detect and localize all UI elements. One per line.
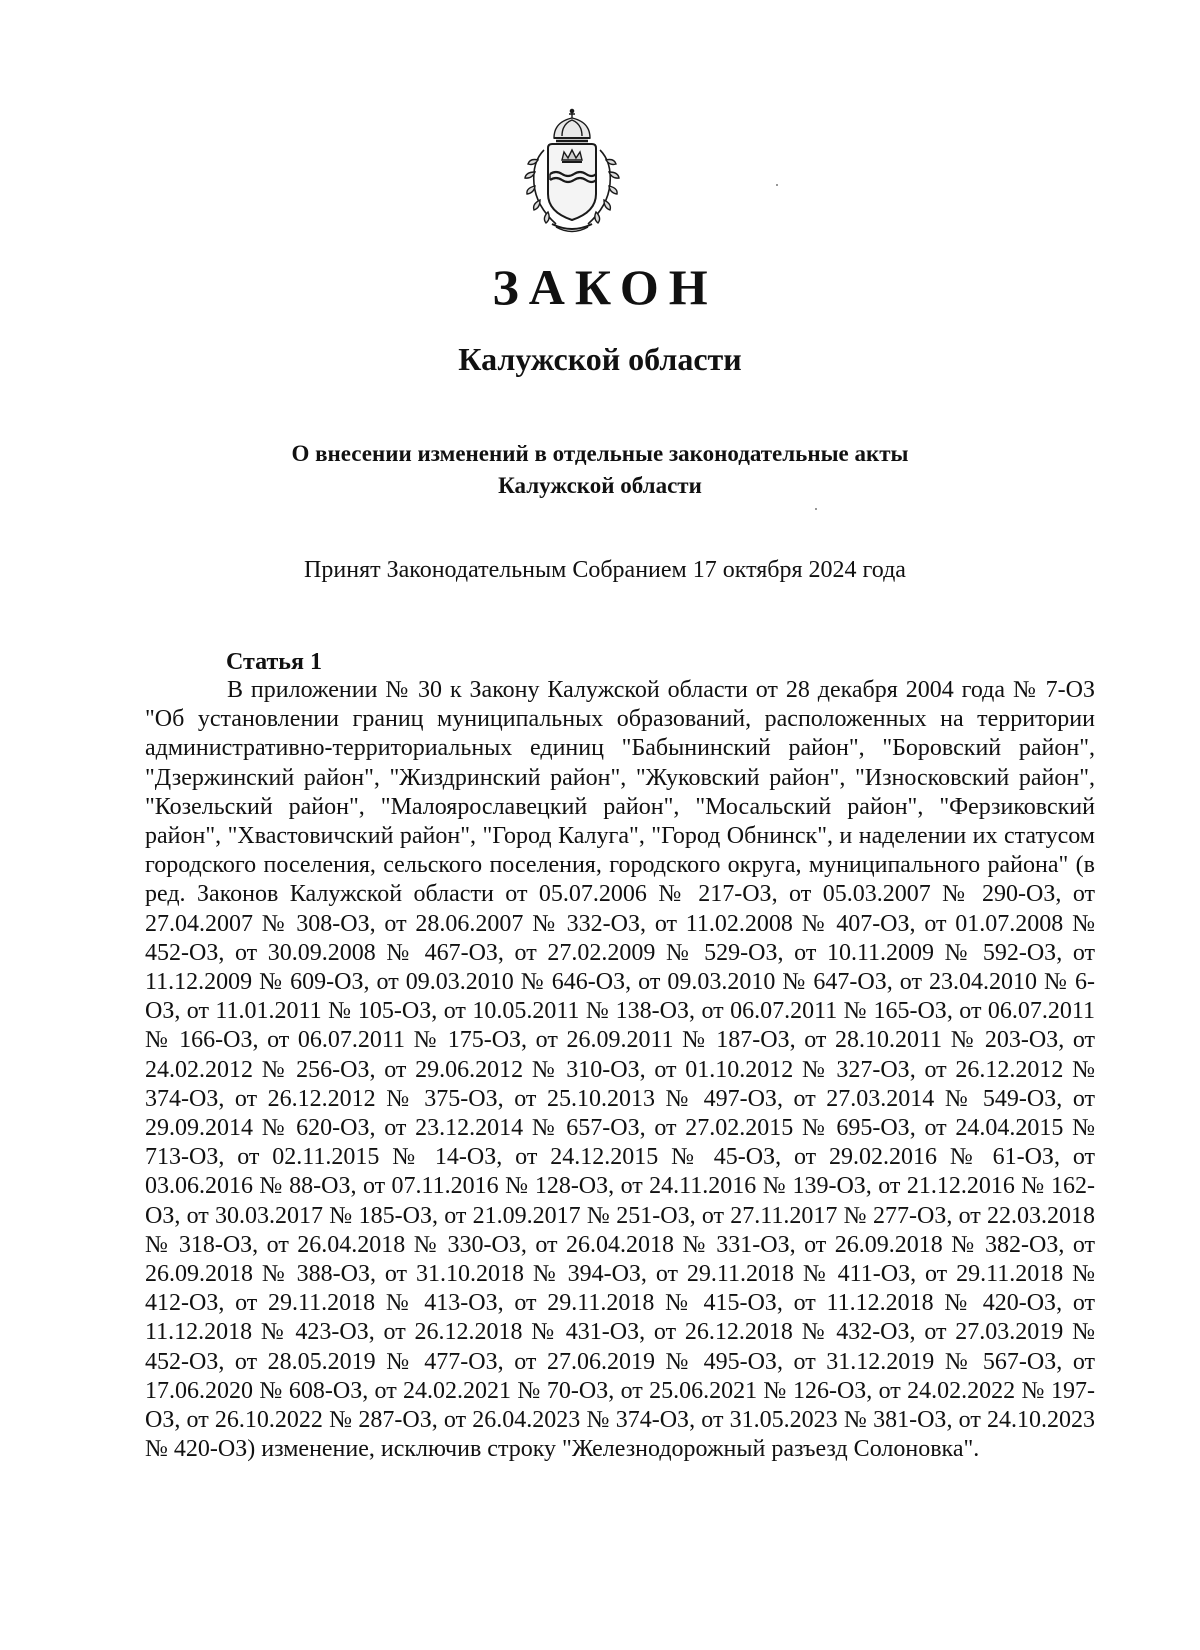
region-title: Калужской области	[458, 341, 742, 377]
law-subject-line-1: О внесении изменений в отдельные законодательные акты	[291, 441, 909, 466]
law-title: ЗАКОН	[492, 259, 718, 315]
article-1-body: В приложении № 30 к Закону Калужской области от 28 декабря 2004 года № 7-ОЗ "Об установлении границ муниципальных образований, расположенных на территории административно-территориальных единиц "Бабынинский район", "Боровский район", "Дзержинский район", "Жиздринский район", "Жуковский район", "Износковский район", "Козельский район", "Малоярославецкий район", "Мосальский район", "Ферзиковский район", "Хвастовичский район", "Город Калуга", "Город Обнинск", и наделении их статусом городского поселения, сельского поселения, городского округа, муниципального района" (в ред. Законов Калужской области от 05.07.2006 № 217-ОЗ, от 05.03.2007 № 290-ОЗ, от 27.04.2007 № 308-ОЗ, от 28.06.2007 № 332-ОЗ, от 11.02.2008 № 407-ОЗ, от 01.07.2008 № 452-ОЗ, от 30.09.2008 № 467-ОЗ, от 27.02.2009 № 529-ОЗ, от 10.11.2009 № 592-ОЗ, от 11.12.2009 № 609-ОЗ, от 09.03.2010 № 646-ОЗ, от 09.03.2010 № 647-ОЗ, от 23.04.2010 № 6-ОЗ, от 11.01.2011 № 105-ОЗ, от 10.05.2011 № 138-ОЗ, от 06.07.2011 № 165-ОЗ, от 06.07.2011 № 166-ОЗ, от 06.07.2011 № 175-ОЗ, от 26.09.2011 № 187-ОЗ, от 28.10.2011 № 203-ОЗ, от 24.02.2012 № 256-ОЗ, от 29.06.2012 № 310-ОЗ, от 01.10.2012 № 327-ОЗ, от 26.12.2012 № 374-ОЗ, от 26.12.2012 № 375-ОЗ, от 25.10.2013 № 497-ОЗ, от 27.03.2014 № 549-ОЗ, от 29.09.2014 № 620-ОЗ, от 23.12.2014 № 657-ОЗ, от 27.02.2015 № 695-ОЗ, от 24.04.2015 № 713-ОЗ, от 02.11.2015 № 14-ОЗ, от 24.12.2015 № 45-ОЗ, от 29.02.2016 № 61-ОЗ, от 03.06.2016 № 88-ОЗ, от 07.11.2016 № 128-ОЗ, от 24.11.2016 № 139-ОЗ, от 21.12.2016 № 162-ОЗ, от 30.03.2017 № 185-ОЗ, от 21.09.2017 № 251-ОЗ, от 27.11.2017 № 277-ОЗ, от 22.03.2018 № 318-ОЗ, от 26.04.2018 № 330-ОЗ, от 26.04.2018 № 331-ОЗ, от 26.09.2018 № 382-ОЗ, от 26.09.2018 № 388-ОЗ, от 31.10.2018 № 394-ОЗ, от 29.11.2018 № 411-ОЗ, от 29.11.2018 № 412-ОЗ, от 29.11.2018 № 413-ОЗ, от 29.11.2018 № 415-ОЗ, от 11.12.2018 № 420-ОЗ, от 11.12.2018 № 423-ОЗ, от 26.12.2018 № 431-ОЗ, от 26.12.2018 № 432-ОЗ, от 27.03.2019 № 452-ОЗ, от 28.05.2019 № 477-ОЗ, от 27.06.2019 № 495-ОЗ, от 31.12.2019 № 567-ОЗ, от 17.06.2020 № 608-ОЗ, от 24.02.2021 № 70-ОЗ, от 25.06.2021 № 126-ОЗ, от 24.02.2022 № 197-ОЗ, от 26.10.2022 № 287-ОЗ, от 26.04.2023 № 374-ОЗ, от 31.05.2023 № 381-ОЗ, от 24.10.2023 № 420-ОЗ) изменение, исключив строку "Железнодорожный разъезд Солоновка".	[145, 677, 1095, 1463]
adoption-statement: Принят Законодательным Собранием 17 октября 2024 года	[304, 557, 906, 583]
scan-speck	[815, 508, 817, 510]
coat-of-arms-icon	[518, 108, 626, 236]
scan-speck	[776, 184, 778, 186]
law-subject-line-2: Калужской области	[498, 473, 702, 498]
law-subject	[0, 438, 1200, 502]
article-1-heading: Статья 1	[226, 649, 322, 675]
